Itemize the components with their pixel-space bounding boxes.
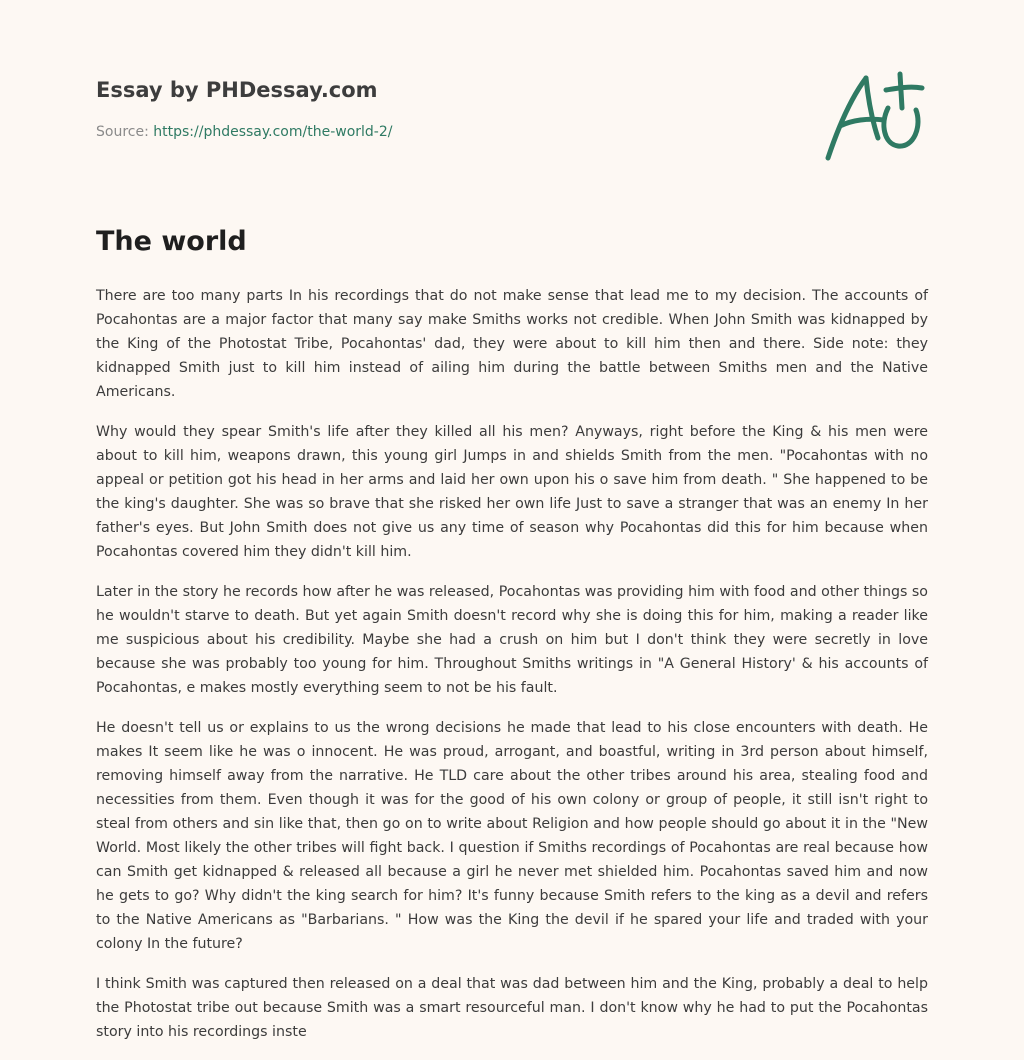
source-line <box>96 124 392 140</box>
page-header <box>96 76 392 140</box>
essay-paragraph: There are too many parts In his recordings that do not make sense that lead me to my decision. The accounts of Pocahontas are a major factor that many say make Smiths works not credible. When John Smith was kidnapped by the King of the Photostat Tribe, Pocahontas' dad, they were about to kill him then and there. Side note: they kidnapped Smith just to kill him instead of ailing him during the battle between Smiths men and the Native Americans. <box>96 288 928 400</box>
source-link[interactable]: https://phdessay.com/the-world-2/ <box>153 124 393 140</box>
source-label: Source: <box>96 124 149 140</box>
essay-paragraph: I think Smith was captured then released on a deal that was dad between him and the King, probably a deal to help the Photostat tribe out because Smith was a smart resourceful man. I don't know why he had to put the Pocahontas story into his recordings inste <box>96 976 928 1040</box>
essay-paragraph: He doesn't tell us or explains to us the wrong decisions he made that lead to his close encounters with death. He makes It seem like he was o innocent. He was proud, arrogant, and boastful, writing in 3rd person about himself, removing himself away from the narrative. He TLD care about the other tribes around his area, stealing food and necessities from them. Even though it was for the good of his own colony or group of people, it still isn't right to steal from others and sin like that, then go on to write about Religion and how people should go about it in the "New World. Most likely the other tribes will fight back. I question if Smiths recordings of Pocahontas are real because how can Smith get kidnapped & released all because a girl he never met shielded him. Pocahontas saved him and now he gets to go? Why didn't the king search for him? It's funny because Smith refers to the king as a devil and refers to the Native Americans as "Barbarians. " How was the King the devil if he spared your life and traded with your colony In the future? <box>96 720 928 952</box>
essay-body <box>96 284 928 1060</box>
a-plus-logo-icon <box>822 68 926 164</box>
essay-paragraph: Later in the story he records how after he was released, Pocahontas was providing him with food and other things so he wouldn't starve to death. But yet again Smith doesn't record why she is doing this for him, making a reader like me suspicious about his credibility. Maybe she had a crush on him but I don't think they were secretly in love because she was probably too young for him. Throughout Smiths writings in "A General History' & his accounts of Pocahontas, e makes mostly everything seem to not be his fault. <box>96 584 928 696</box>
essay-paragraph: Why would they spear Smith's life after they killed all his men? Anyways, right before the King & his men were about to kill him, weapons drawn, this young girl Jumps in and shields Smith from the men. "Pocahontas with no appeal or petition got his head in her arms and laid her own upon his o save him from death. " She happened to be the king's daughter. She was so brave that she risked her own life Just to save a stranger that was an enemy In her father's eyes. But John Smith does not give us any time of season why Pocahontas did this for him because when Pocahontas covered him they didn't kill him. <box>96 424 928 560</box>
essay-title: The world <box>96 226 247 257</box>
site-title: Essay by PHDessay.com <box>96 78 378 102</box>
